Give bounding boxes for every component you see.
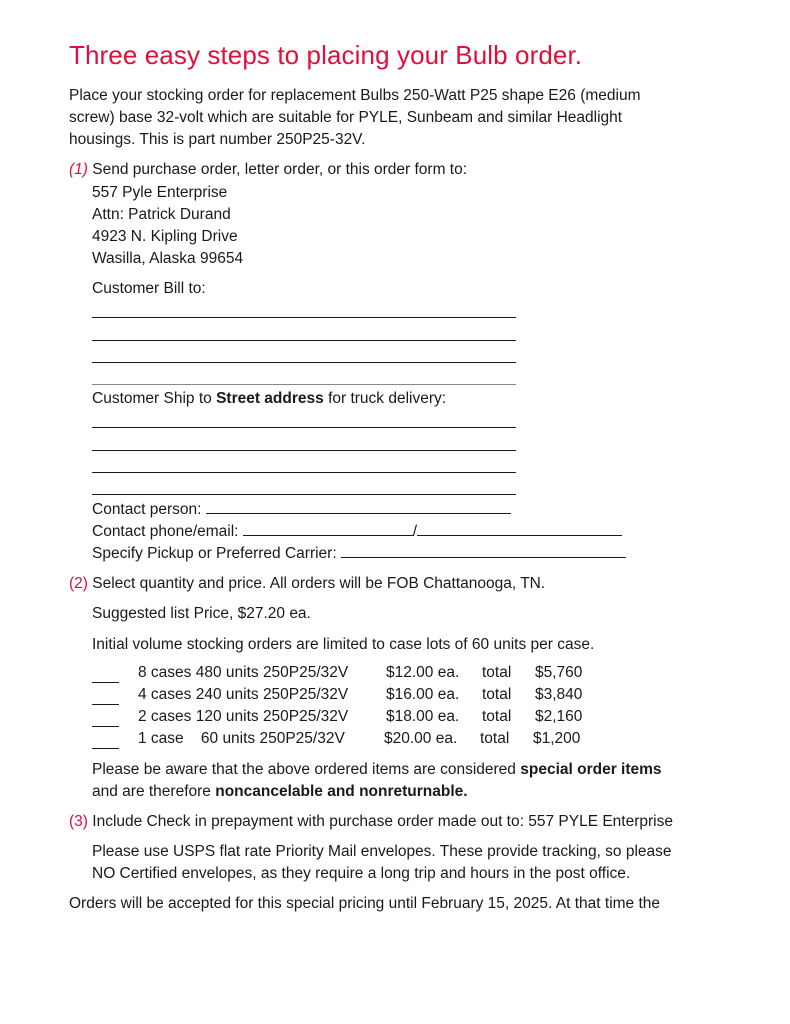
quantity-blank[interactable] xyxy=(92,682,119,683)
option-total-label: total xyxy=(482,708,512,725)
option-desc: 1 case 60 units 250P25/32V xyxy=(138,730,345,747)
quantity-blank[interactable] xyxy=(92,726,119,727)
bill-to-line-1[interactable] xyxy=(92,317,516,318)
option-price: $18.00 ea. xyxy=(386,708,460,725)
bill-to-label: Customer Bill to: xyxy=(92,280,206,297)
ship-to-bold: Street address xyxy=(216,390,324,407)
usps-line-2: NO Certified envelopes, as they require a long trip and hours in the post office. xyxy=(92,865,631,882)
option-desc: 8 cases 480 units 250P25/32V xyxy=(138,664,349,681)
option-total-label: total xyxy=(482,664,512,681)
intro-line-3: housings. This is part number 250P25-32V. xyxy=(69,131,366,148)
bill-to-line-4[interactable] xyxy=(92,384,516,385)
step-3-text: Include Check in prepayment with purchase order made out to: 557 PYLE Enterprise xyxy=(92,813,673,830)
ship-to-line-2[interactable] xyxy=(92,450,516,451)
address-line-1: 557 Pyle Enterprise xyxy=(92,184,228,201)
step-2-number: (2) xyxy=(69,575,88,592)
contact-phone-row xyxy=(92,523,622,541)
carrier-label: Specify Pickup or Preferred Carrier: xyxy=(92,545,337,562)
intro-line-2: screw) base 32-volt which are suitable for PYLE, Sunbeam and similar Headlight xyxy=(69,109,623,126)
ship-to-line-4[interactable] xyxy=(92,494,516,495)
noncancelable-bold: noncancelable and nonreturnable. xyxy=(215,783,468,800)
bill-to-line-2[interactable] xyxy=(92,340,516,341)
ship-to-line-1[interactable] xyxy=(92,427,516,428)
option-total: $5,760 xyxy=(535,664,583,681)
option-total: $1,200 xyxy=(533,730,581,747)
quantity-blank[interactable] xyxy=(92,748,119,749)
contact-person-label: Contact person: xyxy=(92,501,202,518)
step-3-number: (3) xyxy=(69,813,88,830)
contact-person-row xyxy=(92,501,511,519)
contact-phone-label: Contact phone/email: xyxy=(92,523,239,540)
option-price: $20.00 ea. xyxy=(384,730,458,747)
option-price: $12.00 ea. xyxy=(386,664,460,681)
contact-phone-blank[interactable] xyxy=(243,523,413,536)
address-line-3: 4923 N. Kipling Drive xyxy=(92,228,238,245)
carrier-row xyxy=(92,545,626,563)
ship-to-line-3[interactable] xyxy=(92,472,516,473)
option-total: $2,160 xyxy=(535,708,583,725)
option-desc: 2 cases 120 units 250P25/32V xyxy=(138,708,349,725)
special-order-notice-line-1: Please be aware that the above ordered items are considered special order items xyxy=(92,761,662,778)
option-total: $3,840 xyxy=(535,686,583,703)
volume-note: Initial volume stocking orders are limited to case lots of 60 units per case. xyxy=(92,636,595,653)
carrier-blank[interactable] xyxy=(341,545,626,558)
usps-line-1: Please use USPS flat rate Priority Mail envelopes. These provide tracking, so please xyxy=(92,843,672,860)
contact-email-blank[interactable] xyxy=(417,523,622,536)
special-order-notice-line-2: and are therefore noncancelable and nonreturnable. xyxy=(92,783,468,800)
quantity-blank[interactable] xyxy=(92,704,119,705)
step-2-text: Select quantity and price. All orders will be FOB Chattanooga, TN. xyxy=(92,575,546,592)
step-1-number: (1) xyxy=(69,161,88,178)
ship-to-label: Customer Ship to Street address for truck delivery: xyxy=(92,390,447,407)
option-total-label: total xyxy=(482,686,512,703)
intro-line-1: Place your stocking order for replacement Bulbs 250-Watt P25 shape E26 (medium xyxy=(69,87,641,104)
step-3-heading xyxy=(69,813,673,831)
option-total-label: total xyxy=(480,730,510,747)
bill-to-line-3[interactable] xyxy=(92,362,516,363)
contact-person-blank[interactable] xyxy=(206,501,511,514)
step-1-text: Send purchase order, letter order, or this order form to: xyxy=(92,161,468,178)
step-2-heading xyxy=(69,575,545,593)
option-desc: 4 cases 240 units 250P25/32V xyxy=(138,686,349,703)
option-price: $16.00 ea. xyxy=(386,686,460,703)
contact-separator: / xyxy=(412,523,418,540)
address-line-4: Wasilla, Alaska 99654 xyxy=(92,250,244,267)
footer-text: Orders will be accepted for this special pricing until February 15, 2025. At that time the xyxy=(69,895,661,912)
address-line-2: Attn: Patrick Durand xyxy=(92,206,231,223)
special-order-bold: special order items xyxy=(520,761,662,778)
list-price: Suggested list Price, $27.20 ea. xyxy=(92,605,311,622)
page-title: Three easy steps to placing your Bulb order. xyxy=(69,40,583,70)
step-1-heading xyxy=(69,161,467,179)
